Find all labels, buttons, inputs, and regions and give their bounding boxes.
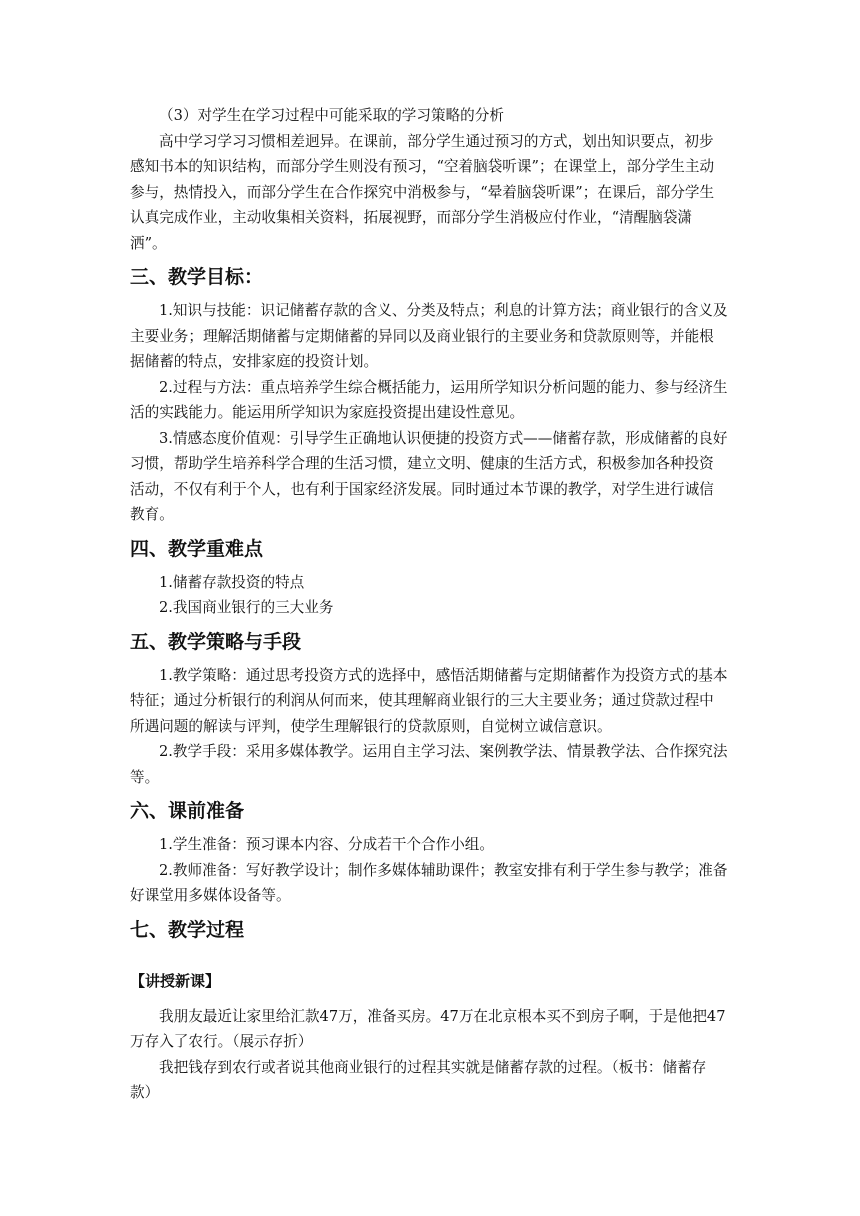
objective-item: 2.过程与方法：重点培养学生综合概括能力，运用所学知识分析问题的能力、参与经济生活的实践能力。能运用所学知识为家庭投资提出建设性意见。 [130, 378, 728, 421]
strategy-item: 1.教学策略：通过思考投资方式的选择中，感悟活期储蓄与定期储蓄作为投资方式的基本特征；通过分析银行的利润从何而来，使其理解商业银行的三大主要业务；通过贷款过程中所遇问题的解读与评判，使学生理解银行的贷款原则，自觉树立诚信意识。 [130, 666, 728, 735]
key-point-item: 2.我国商业银行的三大业务 [159, 599, 334, 616]
analysis-heading: （3）对学生在学习过程中可能采取的学习策略的分析 [159, 107, 504, 124]
strategy-item: 2.教学手段：采用多媒体教学。运用自主学习法、案例教学法、情景教学法、合作探究法等。 [130, 743, 728, 786]
preparation-item: 2.教师准备：写好教学设计；制作多媒体辅助课件；教室安排有利于学生参与教学；准备好课堂用多媒体设备等。 [130, 861, 728, 904]
lesson-paragraph: 我把钱存到农行或者说其他商业银行的过程其实就是储蓄存款的过程。（板书：储蓄存款） [130, 1058, 707, 1101]
subheading-new-lesson: 【讲授新课】 [130, 971, 221, 990]
objective-item: 1.知识与技能：识记储蓄存款的含义、分类及特点；利息的计算方法；商业银行的含义及主要业务；理解活期储蓄与定期储蓄的异同以及商业银行的主要业务和贷款原则等，并能根据储蓄的特点，安排家庭的投资计划。 [130, 302, 728, 370]
section-title-objectives: 三、教学目标： [130, 266, 264, 288]
key-point-item: 1.储蓄存款投资的特点 [159, 573, 305, 591]
section-title-strategy: 五、教学策略与手段 [130, 630, 302, 653]
objective-item: 3.情感态度价值观：引导学生正确地认识便捷的投资方式——储蓄存款，形成储蓄的良好习惯，帮助学生培养科学合理的生活习惯，建立文明、健康的生活方式，积极参加各种投资活动，不仅有利于个人，也有利于国家经济发展。同时通过本节课的教学，对学生进行诚信教育。 [130, 429, 728, 523]
section-title-key-points: 四、教学重难点 [130, 537, 264, 560]
section-title-preparation: 六、课前准备 [130, 800, 245, 822]
preparation-item: 1.学生准备：预习课本内容、分成若干个合作小组。 [159, 836, 494, 853]
document-body [130, 103, 728, 1106]
section-title-process: 七、教学过程 [130, 918, 245, 941]
spacer [130, 951, 728, 969]
lesson-paragraph: 我朋友最近让家里给汇款47万，准备买房。47万在北京根本买不到房子啊，于是他把47万存入了农行。（展示存折） [130, 1007, 726, 1050]
analysis-paragraph: 高中学习学习习惯相差迥异。在课前，部分学生通过预习的方式，划出知识要点，初步感知书本的知识结构，而部分学生则没有预习，“空着脑袋听课”；在课堂上，部分学生主动参与，热情投入，而部分学生在合作探究中消极参与，“晕着脑袋听课”；在课后，部分学生认真完成作业，主动收集相关资料，拓展视野，而部分学生消极应付作业，“清醒脑袋潇洒”。 [130, 132, 715, 252]
